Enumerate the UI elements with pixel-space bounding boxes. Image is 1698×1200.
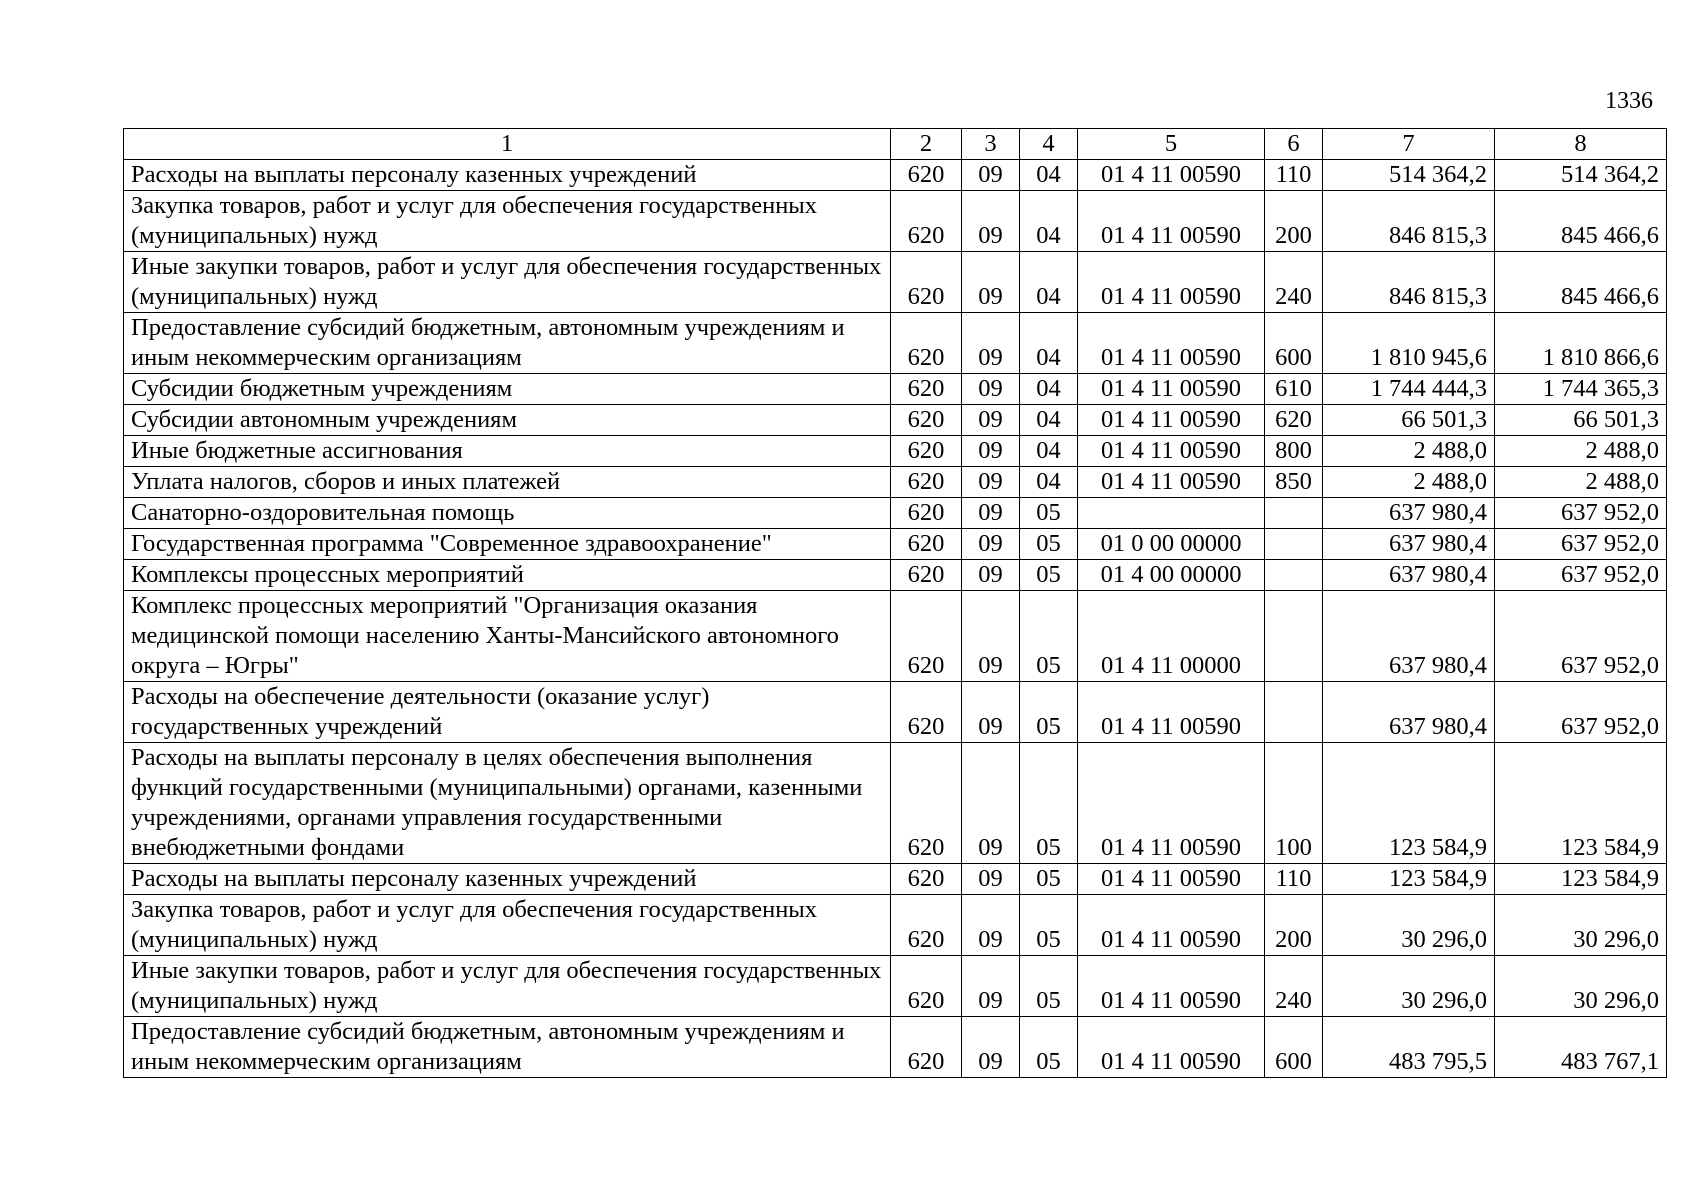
table-row bbox=[124, 1017, 1667, 1078]
row-cell-col8: 30 296,0 bbox=[1495, 956, 1667, 1017]
row-cell-col3: 09 bbox=[962, 467, 1020, 498]
row-cell-col3: 09 bbox=[962, 682, 1020, 743]
row-cell-col4: 04 bbox=[1020, 374, 1078, 405]
row-cell-col5: 01 4 11 00590 bbox=[1078, 467, 1265, 498]
table-row bbox=[124, 405, 1667, 436]
row-name-cell: Уплата налогов, сборов и иных платежей bbox=[124, 467, 891, 498]
row-cell-col8: 2 488,0 bbox=[1495, 467, 1667, 498]
row-cell-col3: 09 bbox=[962, 560, 1020, 591]
row-cell-col2: 620 bbox=[891, 191, 962, 252]
row-cell-col6: 100 bbox=[1265, 743, 1323, 864]
row-cell-col2: 620 bbox=[891, 560, 962, 591]
row-cell-col7: 30 296,0 bbox=[1323, 956, 1495, 1017]
row-cell-col8: 637 952,0 bbox=[1495, 682, 1667, 743]
row-cell-col6: 800 bbox=[1265, 436, 1323, 467]
column-header: 4 bbox=[1020, 129, 1078, 160]
table-row bbox=[124, 252, 1667, 313]
row-cell-col3: 09 bbox=[962, 956, 1020, 1017]
row-cell-col4: 04 bbox=[1020, 191, 1078, 252]
row-cell-col3: 09 bbox=[962, 160, 1020, 191]
row-cell-col3: 09 bbox=[962, 252, 1020, 313]
row-name-cell: Государственная программа "Современное здравоохранение" bbox=[124, 529, 891, 560]
row-cell-col6: 600 bbox=[1265, 1017, 1323, 1078]
row-cell-col4: 05 bbox=[1020, 864, 1078, 895]
row-cell-col8: 845 466,6 bbox=[1495, 252, 1667, 313]
row-cell-col2: 620 bbox=[891, 313, 962, 374]
row-name-cell: Комплекс процессных мероприятий "Организация оказания медицинской помощи населению Ханты-Мансийского автономного округа – Югры" bbox=[124, 591, 891, 682]
row-cell-col7: 2 488,0 bbox=[1323, 436, 1495, 467]
row-cell-col6: 240 bbox=[1265, 956, 1323, 1017]
row-cell-col7: 30 296,0 bbox=[1323, 895, 1495, 956]
row-cell-col6: 110 bbox=[1265, 160, 1323, 191]
row-cell-col4: 04 bbox=[1020, 160, 1078, 191]
row-cell-col4: 05 bbox=[1020, 895, 1078, 956]
row-cell-col6: 600 bbox=[1265, 313, 1323, 374]
row-cell-col7: 2 488,0 bbox=[1323, 467, 1495, 498]
row-cell-col2: 620 bbox=[891, 864, 962, 895]
row-cell-col4: 04 bbox=[1020, 252, 1078, 313]
row-cell-col2: 620 bbox=[891, 405, 962, 436]
table-header-row bbox=[124, 129, 1667, 160]
row-cell-col8: 30 296,0 bbox=[1495, 895, 1667, 956]
row-cell-col2: 620 bbox=[891, 1017, 962, 1078]
row-cell-col7: 123 584,9 bbox=[1323, 864, 1495, 895]
row-cell-col3: 09 bbox=[962, 591, 1020, 682]
row-cell-col8: 514 364,2 bbox=[1495, 160, 1667, 191]
row-name-cell: Расходы на выплаты персоналу казенных учреждений bbox=[124, 160, 891, 191]
row-cell-col5: 01 4 11 00590 bbox=[1078, 252, 1265, 313]
row-name-cell: Предоставление субсидий бюджетным, автономным учреждениям и иным некоммерческим организациям bbox=[124, 1017, 891, 1078]
row-cell-col4: 04 bbox=[1020, 313, 1078, 374]
row-name-cell: Закупка товаров, работ и услуг для обеспечения государственных (муниципальных) нужд bbox=[124, 895, 891, 956]
row-cell-col2: 620 bbox=[891, 160, 962, 191]
row-cell-col3: 09 bbox=[962, 313, 1020, 374]
table-row bbox=[124, 191, 1667, 252]
table-row bbox=[124, 313, 1667, 374]
table-row bbox=[124, 682, 1667, 743]
table-row bbox=[124, 436, 1667, 467]
row-cell-col8: 637 952,0 bbox=[1495, 560, 1667, 591]
row-cell-col6: 610 bbox=[1265, 374, 1323, 405]
row-cell-col4: 05 bbox=[1020, 1017, 1078, 1078]
row-cell-col2: 620 bbox=[891, 743, 962, 864]
row-cell-col6: 200 bbox=[1265, 895, 1323, 956]
row-cell-col3: 09 bbox=[962, 529, 1020, 560]
row-cell-col6 bbox=[1265, 529, 1323, 560]
row-name-cell: Закупка товаров, работ и услуг для обеспечения государственных (муниципальных) нужд bbox=[124, 191, 891, 252]
row-name-cell: Расходы на выплаты персоналу в целях обеспечения выполнения функций государственными (муниципальными) органами, казенными учреждениями, органами управления государственными внебюджетными фондами bbox=[124, 743, 891, 864]
row-cell-col8: 1 744 365,3 bbox=[1495, 374, 1667, 405]
row-cell-col8: 637 952,0 bbox=[1495, 529, 1667, 560]
row-cell-col3: 09 bbox=[962, 895, 1020, 956]
row-cell-col5: 01 4 11 00590 bbox=[1078, 160, 1265, 191]
row-cell-col3: 09 bbox=[962, 436, 1020, 467]
row-cell-col3: 09 bbox=[962, 1017, 1020, 1078]
row-cell-col5: 01 4 11 00590 bbox=[1078, 436, 1265, 467]
column-header: 3 bbox=[962, 129, 1020, 160]
column-header: 8 bbox=[1495, 129, 1667, 160]
column-header: 5 bbox=[1078, 129, 1265, 160]
row-cell-col5: 01 4 11 00590 bbox=[1078, 956, 1265, 1017]
row-cell-col6: 620 bbox=[1265, 405, 1323, 436]
column-header: 1 bbox=[124, 129, 891, 160]
row-cell-col6 bbox=[1265, 682, 1323, 743]
row-cell-col5: 01 4 00 00000 bbox=[1078, 560, 1265, 591]
row-cell-col5: 01 4 11 00590 bbox=[1078, 895, 1265, 956]
row-cell-col5: 01 4 11 00590 bbox=[1078, 191, 1265, 252]
row-cell-col4: 05 bbox=[1020, 498, 1078, 529]
row-cell-col2: 620 bbox=[891, 374, 962, 405]
table-row bbox=[124, 743, 1667, 864]
table-row bbox=[124, 374, 1667, 405]
row-cell-col8: 637 952,0 bbox=[1495, 498, 1667, 529]
row-cell-col3: 09 bbox=[962, 405, 1020, 436]
row-cell-col5: 01 4 11 00590 bbox=[1078, 313, 1265, 374]
row-cell-col2: 620 bbox=[891, 529, 962, 560]
row-cell-col4: 05 bbox=[1020, 560, 1078, 591]
row-cell-col8: 637 952,0 bbox=[1495, 591, 1667, 682]
row-cell-col5: 01 4 11 00590 bbox=[1078, 1017, 1265, 1078]
row-name-cell: Расходы на выплаты персоналу казенных учреждений bbox=[124, 864, 891, 895]
row-cell-col7: 66 501,3 bbox=[1323, 405, 1495, 436]
row-cell-col5: 01 4 11 00000 bbox=[1078, 591, 1265, 682]
row-name-cell: Расходы на обеспечение деятельности (оказание услуг) государственных учреждений bbox=[124, 682, 891, 743]
row-cell-col6 bbox=[1265, 591, 1323, 682]
row-cell-col7: 637 980,4 bbox=[1323, 498, 1495, 529]
row-cell-col7: 846 815,3 bbox=[1323, 252, 1495, 313]
row-cell-col8: 123 584,9 bbox=[1495, 864, 1667, 895]
row-cell-col6 bbox=[1265, 560, 1323, 591]
row-cell-col7: 514 364,2 bbox=[1323, 160, 1495, 191]
budget-table bbox=[123, 128, 1667, 1078]
row-cell-col8: 123 584,9 bbox=[1495, 743, 1667, 864]
row-name-cell: Иные бюджетные ассигнования bbox=[124, 436, 891, 467]
row-name-cell: Иные закупки товаров, работ и услуг для обеспечения государственных (муниципальных) нужд bbox=[124, 956, 891, 1017]
column-header: 2 bbox=[891, 129, 962, 160]
row-cell-col3: 09 bbox=[962, 191, 1020, 252]
row-cell-col6 bbox=[1265, 498, 1323, 529]
row-cell-col6: 200 bbox=[1265, 191, 1323, 252]
table-row bbox=[124, 498, 1667, 529]
row-name-cell: Субсидии автономным учреждениям bbox=[124, 405, 891, 436]
row-cell-col6: 240 bbox=[1265, 252, 1323, 313]
row-cell-col2: 620 bbox=[891, 498, 962, 529]
row-cell-col6: 110 bbox=[1265, 864, 1323, 895]
row-cell-col7: 123 584,9 bbox=[1323, 743, 1495, 864]
row-cell-col7: 637 980,4 bbox=[1323, 682, 1495, 743]
row-cell-col3: 09 bbox=[962, 374, 1020, 405]
row-cell-col3: 09 bbox=[962, 864, 1020, 895]
row-cell-col7: 637 980,4 bbox=[1323, 560, 1495, 591]
row-cell-col8: 2 488,0 bbox=[1495, 436, 1667, 467]
row-cell-col2: 620 bbox=[891, 467, 962, 498]
row-cell-col5: 01 4 11 00590 bbox=[1078, 743, 1265, 864]
page-number: 1336 bbox=[1605, 88, 1653, 114]
row-cell-col4: 05 bbox=[1020, 682, 1078, 743]
row-cell-col2: 620 bbox=[891, 895, 962, 956]
table-row bbox=[124, 560, 1667, 591]
column-header: 7 bbox=[1323, 129, 1495, 160]
row-cell-col5: 01 4 11 00590 bbox=[1078, 405, 1265, 436]
table-row bbox=[124, 591, 1667, 682]
row-cell-col2: 620 bbox=[891, 956, 962, 1017]
row-cell-col2: 620 bbox=[891, 591, 962, 682]
table-row bbox=[124, 467, 1667, 498]
row-cell-col7: 846 815,3 bbox=[1323, 191, 1495, 252]
row-cell-col4: 05 bbox=[1020, 591, 1078, 682]
budget-table-body bbox=[124, 129, 1667, 1078]
row-name-cell: Субсидии бюджетным учреждениям bbox=[124, 374, 891, 405]
row-cell-col4: 05 bbox=[1020, 956, 1078, 1017]
column-header: 6 bbox=[1265, 129, 1323, 160]
row-cell-col5: 01 0 00 00000 bbox=[1078, 529, 1265, 560]
row-cell-col7: 637 980,4 bbox=[1323, 529, 1495, 560]
row-cell-col4: 05 bbox=[1020, 529, 1078, 560]
row-cell-col5: 01 4 11 00590 bbox=[1078, 864, 1265, 895]
row-cell-col4: 05 bbox=[1020, 743, 1078, 864]
table-row bbox=[124, 864, 1667, 895]
row-cell-col7: 637 980,4 bbox=[1323, 591, 1495, 682]
row-name-cell: Комплексы процессных мероприятий bbox=[124, 560, 891, 591]
row-name-cell: Предоставление субсидий бюджетным, автономным учреждениям и иным некоммерческим организациям bbox=[124, 313, 891, 374]
row-cell-col8: 66 501,3 bbox=[1495, 405, 1667, 436]
row-cell-col7: 1 744 444,3 bbox=[1323, 374, 1495, 405]
row-cell-col7: 1 810 945,6 bbox=[1323, 313, 1495, 374]
row-cell-col4: 04 bbox=[1020, 467, 1078, 498]
row-cell-col8: 483 767,1 bbox=[1495, 1017, 1667, 1078]
table-row bbox=[124, 529, 1667, 560]
row-cell-col5: 01 4 11 00590 bbox=[1078, 374, 1265, 405]
row-cell-col3: 09 bbox=[962, 498, 1020, 529]
row-cell-col2: 620 bbox=[891, 436, 962, 467]
row-cell-col5: 01 4 11 00590 bbox=[1078, 682, 1265, 743]
row-cell-col6: 850 bbox=[1265, 467, 1323, 498]
row-cell-col5 bbox=[1078, 498, 1265, 529]
row-cell-col7: 483 795,5 bbox=[1323, 1017, 1495, 1078]
row-cell-col8: 845 466,6 bbox=[1495, 191, 1667, 252]
row-cell-col2: 620 bbox=[891, 252, 962, 313]
row-name-cell: Иные закупки товаров, работ и услуг для обеспечения государственных (муниципальных) нужд bbox=[124, 252, 891, 313]
row-cell-col8: 1 810 866,6 bbox=[1495, 313, 1667, 374]
table-row bbox=[124, 956, 1667, 1017]
table-row bbox=[124, 160, 1667, 191]
row-cell-col2: 620 bbox=[891, 682, 962, 743]
row-cell-col4: 04 bbox=[1020, 436, 1078, 467]
row-cell-col3: 09 bbox=[962, 743, 1020, 864]
table-row bbox=[124, 895, 1667, 956]
row-cell-col4: 04 bbox=[1020, 405, 1078, 436]
row-name-cell: Санаторно-оздоровительная помощь bbox=[124, 498, 891, 529]
